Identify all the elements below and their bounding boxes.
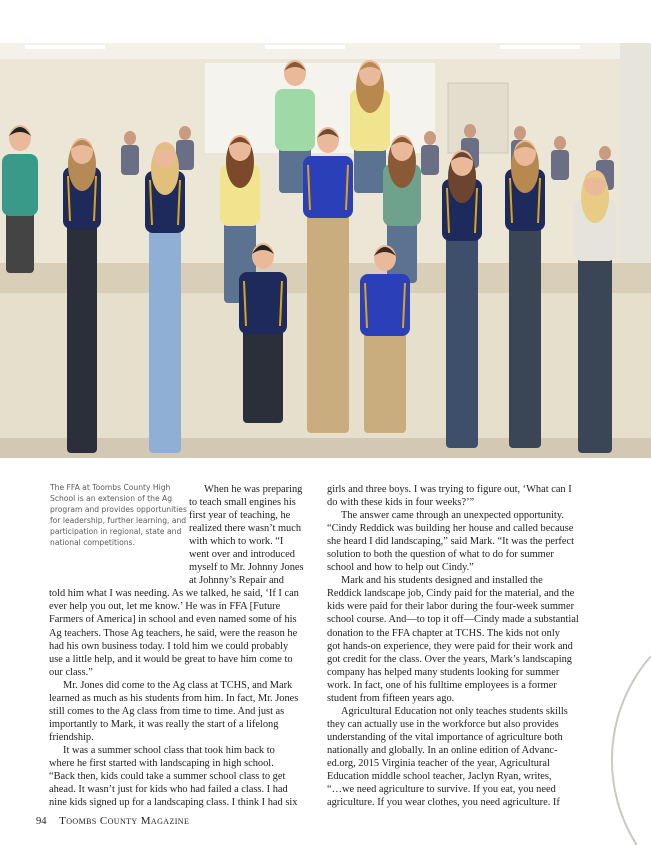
background-person-body [421,145,439,175]
text-line: girls and three boys. I was trying to figure out, ‘What can I [327,484,572,495]
text-line: nine kids signed up for a landscaping class. I think I had six [49,797,298,809]
text-line: company has helped many students looking for summer [327,666,560,678]
person-shirt [2,154,38,216]
text-line: Agricultural Education not only teaches students skills [341,705,568,717]
text-line: got credit for the class. Over the years, Mark’s landscaping [327,653,572,665]
text-line: ever help you out, let me know.’ He was in FFA [Future [49,601,281,613]
photo-floor [0,438,651,458]
text-line: student from fifteen years ago. [327,692,455,704]
photo-caption: The FFA at Toombs County High School is an extension of the Ag program and provides opportunities for leadership, further learning, and participation in regional, state and national competitions. [50,483,187,547]
text-line: Mark and his students designed and installed the [341,575,543,587]
person-legs [578,238,612,453]
text-line: “Cindy Reddick was building her house and called because [327,523,574,535]
background-person-head [424,131,436,145]
text-line: Farmers of America] in school and even named some of his [49,614,297,626]
text-line: solution to both the question of what to do for summer [327,549,554,561]
background-person-head [179,126,191,140]
photo-block-wall [620,43,651,273]
text-line: school and how to help out Cindy.” [327,562,474,574]
page-number: 94 [36,816,47,827]
text-line: where he first started with landscaping in high school. [49,757,274,769]
text-line: “Back then, kids could take a summer school class to get [49,771,286,783]
text-line: they can actually use in the workforce but also provides [327,718,559,730]
text-line: learned as much as his students from him. In fact, Mr. Jones [49,692,299,704]
background-person-head [599,146,611,160]
wrapped-paragraph-start [49,483,331,587]
text-line: told him what I was needing. As we talked, he said, ‘If I can [49,588,299,600]
text-line: Mr. Jones did come to the Ag class at TCHS, and Mark [63,679,293,691]
text-line: she heard I did landscaping,” said Mark. “It was the perfect [327,536,574,548]
text-line: ahead. It wasn’t just for kids who had failed a class. I had [49,784,288,796]
article-column-1 [49,483,331,809]
ceiling-light [265,45,345,49]
text-line: realized there wasn’t much [189,523,302,535]
text-line: When he was preparing [204,484,303,495]
text-line: Reddick landscape job, Cindy paid for the material, and the [327,588,575,600]
text-line: The answer came through an unexpected opportunity. [341,510,564,522]
text-line: had his own business today. I told him we could probably [49,640,289,652]
background-person-body [121,145,139,175]
background-person-head [124,131,136,145]
text-line: with which to work. “I [189,536,284,548]
text-line: do with these kids in four weeks?’” [327,497,475,509]
text-line: our class.” [49,666,93,678]
person-legs [149,210,181,453]
text-line: myself to Mr. Johnny Jones [189,562,304,574]
magazine-name: Toombs County Magazine [59,815,190,827]
text-line: Education middle school teacher, Jaclyn Ryan, writes, [327,771,552,783]
text-line: It was a summer school class that took him back to [63,744,275,756]
text-line: importantly to Mark, it was really the start of a lifelong [49,718,279,730]
person-legs [307,195,349,433]
ceiling-light [25,45,105,49]
background-person-head [554,136,566,150]
text-line: agriculture. If you wear clothes, you need agriculture. If [327,797,560,809]
text-line: first year of teaching, he [189,510,291,522]
text-line: kids were paid for their labor during the four-week summer [327,601,575,613]
text-line: at Johnny’s Repair and [189,575,284,587]
text-line: still comes to the Ag class from time to time. And just as [49,705,285,717]
text-line: use a little help, and it would be great to have him come to [49,653,293,665]
article-column-2 [327,483,619,809]
text-line: school course. And—to top it off—Cindy made a substantial [327,614,579,626]
text-line: friendship. [49,731,94,743]
text-line: work. In fact, one of his fulltime employees is a former [327,679,557,691]
text-line: to teach small engines his [189,497,296,509]
text-line: got hands-on experience, they were paid for their work and [327,640,573,652]
person-legs [509,208,541,448]
background-person-head [464,124,476,138]
ceiling-light [500,45,580,49]
text-line: went over and introduced [189,549,295,561]
text-line: understanding of the vital importance of agriculture both [327,731,563,743]
ffa-group-photo [0,43,651,458]
text-line: donation to the FFA chapter at TCHS. The kids not only [327,627,560,639]
text-line: “…we need agriculture to survive. If you eat, you need [327,784,556,796]
text-line: ed.org, 2015 Virginia teacher of the year, Agricultural [327,757,550,769]
background-person-body [551,150,569,180]
background-person-head [514,126,526,140]
text-line: Ag teachers. Those Ag teachers, he said, were the reason he [49,627,298,639]
person-shirt [275,89,315,151]
person-legs [67,206,97,453]
text-line: nationally and globally. In an online edition of Advanc- [327,744,558,756]
page-footer [36,815,189,827]
person-legs [446,218,478,448]
